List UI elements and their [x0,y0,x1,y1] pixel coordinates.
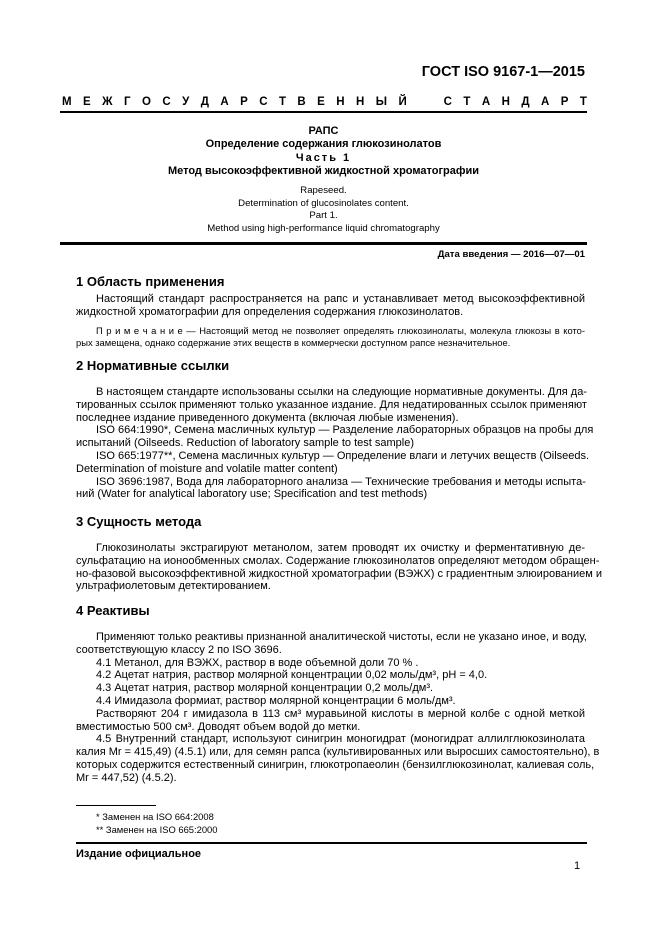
text-line: Глюкозинолаты экстрагируют метанолом, затем проводят их очистку и ферментативную де- [96,542,585,554]
paragraph [76,682,585,695]
text-line: соответствующую классу 2 по ISO 3696. [76,643,282,656]
paragraph [76,293,585,319]
section-heading: 2 Нормативные ссылки [76,358,230,373]
banner-letter: Й [398,96,407,108]
title-product: РАПС [308,125,339,137]
text-line: 4.1 Метанол, для ВЭЖХ, раствор в воде объемной доли 70 % . [96,656,419,669]
text-line: В настоящем стандарте использованы ссылки на следующие нормативные документы. Для да- [96,386,587,398]
text-line: Mr = 447,52) (4.5.2). [76,771,177,784]
banner-letter: А [540,96,550,108]
banner-letter: Н [501,96,510,108]
banner-letter: А [220,96,229,108]
title-part: Часть 1 [295,151,352,164]
page-number: 1 [574,860,581,872]
text-line: П р и м е ч а н и е — Настоящий метод не позволяет определять глюкозинолаты, молекула глюкозы в кото- [96,324,585,336]
paragraph [76,657,585,670]
title-method: Метод высокоэффективной жидкостной хроматографии [167,164,480,177]
banner-letter: Т [463,96,471,108]
banner-letter: М [62,96,72,108]
section-heading: 3 Сущность метода [76,514,202,529]
text-line: которых содержится естественный синигрин, глюкотропаеолин (бензилглюкозинолат, калиевая соль, [76,758,595,771]
header-rule [60,111,587,113]
title-subject: Определение содержания глюкозинолатов [205,138,442,151]
text-line: рых замещена, однако содержание этих веществ в коммерчески доступном рапсе незначительное. [76,336,511,348]
text-line: 4.4 Имидазола формиат, раствор молярной концентрации 6 моль/дм³. [96,694,456,707]
text-line: ISO 665:1977**, Семена масличных культур — Определение влаги и летучих веществ (Oilseeds. [96,449,590,462]
banner-letter: В [297,96,306,108]
title-en-subject: Determination of glucosinolates content. [238,197,409,209]
text-line: ультрафиолетовым детектированием. [76,580,271,593]
title-en-product: Rapeseed. [300,185,347,196]
text-line: тированных ссылок применяют только указанное издание. Для недатированных ссылок применяют [76,398,587,411]
section-3 [76,514,603,593]
text-line: ISO 664:1990*, Семена масличных культур — Разделение лабораторных образцов на пробы для [96,424,594,437]
text-line: калия Mr = 415,49) (4.5.1) или, для семян рапса (культивированных или выросших самостоятельно), в [76,746,600,759]
text-line: последнее издание приведенного документа (включая любые изменения). [76,411,459,424]
title-en-part: Part 1. [309,210,338,222]
text-line: Применяют только реактивы признанной аналитической чистоты, если не указано иное, и воду, [96,631,587,643]
text-line: Растворяют 204 г имидазола в 113 см³ муравьиной кислоты в мерной колбе с одной меткой [96,707,585,720]
paragraph [76,669,585,682]
text-line: но-фазовой высокоэффективной жидкостной хроматографии (ВЭЖХ) с градиентным элюированием и [76,567,603,580]
text-line: 4.2 Ацетат натрия, раствор молярной концентрации 0,02 моль/дм³, pH = 4,0. [96,669,488,682]
section-heading: 4 Реактивы [76,603,150,618]
banner-letter: Д [521,96,530,108]
paragraph [76,631,585,657]
banner-letter: О [141,96,151,108]
interstate-standard-banner [62,96,587,108]
banner-letter: Е [317,96,325,108]
text-line: Determination of moisture and volatile matter content) [76,462,338,475]
banner-letter: Т [278,96,286,108]
section-2 [76,358,594,501]
footnotes [96,811,217,837]
banner-letter: Е [83,96,91,108]
section-heading: 1 Область применения [76,274,225,289]
text-line: испытаний (Oilseeds. Reduction of laboratory sample to test sample) [76,437,414,450]
text-line: ISO 3696:1987, Вода для лабораторного анализа — Технические требования и методы испыта- [96,475,586,488]
banner-letter: Р [560,96,569,108]
section-1 [76,274,585,349]
banner-letter: Т [579,96,587,108]
text-line: 4.5 Внутренний стандарт, используют синигрин моногидрат (моногидрат аллилглюкозинолата [96,733,585,746]
banner-letter: Г [123,96,131,108]
banner-letter: С [162,96,171,108]
banner-letter: Ы [375,96,388,108]
paragraph [76,695,585,708]
paragraph [76,476,585,502]
banner-letter: С [443,96,452,108]
footnote: ** Заменен на ISO 665:2000 [96,823,218,835]
text-line: вместимостью 500 см³. Доводят объем водой до метки. [76,720,361,733]
official-edition-label: Издание официальное [76,848,202,860]
paragraph [76,708,585,734]
banner-letter: Ж [102,96,113,108]
note-paragraph [76,325,585,349]
paragraph [76,733,600,784]
introduction-date: Дата введения — 2016—07—01 [437,249,585,260]
footnote: * Заменен на ISO 664:2008 [96,811,214,822]
paragraph [76,542,603,593]
paragraph [76,449,590,476]
banner-letter: С [259,96,268,108]
text-line: ний (Water for analytical laboratory use; Specification and test methods) [76,488,428,501]
text-line: 4.3 Ацетат натрия, раствор молярной концентрации 0,2 моль/дм³. [96,682,434,695]
banner-letter: Р [240,96,248,108]
paragraph [76,424,594,450]
banner-letter: А [481,96,491,108]
paragraph [76,386,585,424]
text-line: жидкостной хроматографии для определения содержания глюкозинолатов. [76,305,464,318]
text-line: Настоящий стандарт распространяется на рапс и устанавливает метод высокоэффективной [96,293,585,305]
footer-rule [76,842,587,844]
standard-code: ГОСТ ISO 9167-1—2015 [421,64,585,80]
banner-letter: У [182,96,190,108]
title-rule [60,242,587,245]
banner-letter: Н [336,96,345,108]
title-ru [60,125,587,178]
title-en-method: Method using high-performance liquid chromatography [207,222,440,234]
banner-letter: Н [356,96,365,108]
banner-letter: Д [200,96,209,108]
section-4 [76,603,600,785]
title-en [60,185,587,235]
text-line: сульфатацию на ионообменных смолах. Содержание глюкозинолатов определяют методом обращен- [76,554,600,567]
banner-letter [418,96,432,108]
footnote-rule [76,805,156,806]
